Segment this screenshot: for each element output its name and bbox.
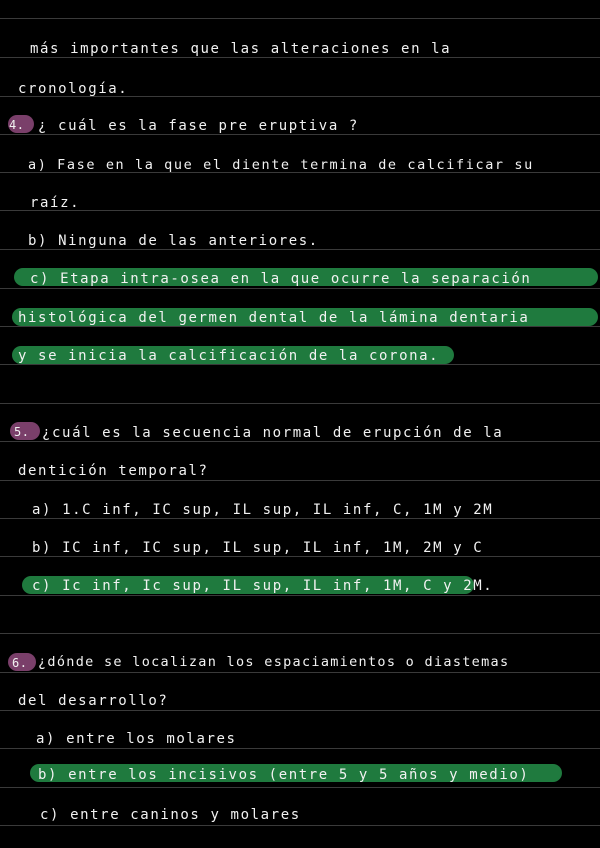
answer-text: b) entre los incisivos (entre 5 y 5 años y medio): [38, 767, 530, 783]
ruled-line: [0, 710, 600, 711]
answer-text: histológica del germen dental de la lámina dentaria: [18, 310, 530, 326]
intro-line: cronología.: [18, 81, 129, 97]
answer-text: y se inicia la calcificación de la corona.: [18, 348, 440, 364]
question-text: ¿cuál es la secuencia normal de erupción de la: [42, 425, 504, 441]
ruled-line: [0, 787, 600, 788]
ruled-line: [0, 595, 600, 596]
option-text: raíz.: [30, 195, 81, 211]
option-text: b) Ninguna de las anteriores.: [28, 233, 319, 249]
answer-text: c) Ic inf, Ic sup, IL sup, IL inf, 1M, C y 2M.: [32, 578, 494, 594]
ruled-line: [0, 480, 600, 481]
intro-line: más importantes que las alteraciones en la: [30, 41, 452, 57]
ruled-line: [0, 633, 600, 634]
question-text: del desarrollo?: [18, 693, 169, 709]
question-text: ¿dónde se localizan los espaciamientos o diastemas: [38, 654, 510, 670]
ruled-line: [0, 748, 600, 749]
question-number: 6.: [12, 656, 28, 670]
option-text: a) Fase en la que el diente termina de calcificar su: [28, 157, 534, 173]
answer-text: c) Etapa intra-osea en la que ocurre la separación: [30, 271, 532, 287]
ruled-line: [0, 672, 600, 673]
question-number: 4.: [9, 118, 25, 132]
ruled-line: [0, 825, 600, 826]
ruled-line: [0, 288, 600, 289]
question-text: dentición temporal?: [18, 463, 209, 479]
ruled-line: [0, 403, 600, 404]
ruled-line: [0, 18, 600, 19]
question-text: ¿ cuál es la fase pre eruptiva ?: [38, 118, 359, 134]
option-text: a) entre los molares: [36, 731, 237, 747]
ruled-line: [0, 210, 600, 211]
option-text: c) entre caninos y molares: [40, 807, 301, 823]
option-text: a) 1.C inf, IC sup, IL sup, IL inf, C, 1M y 2M: [32, 502, 494, 518]
option-text: b) IC inf, IC sup, IL sup, IL inf, 1M, 2M y C: [32, 540, 484, 556]
question-number: 5.: [14, 425, 30, 439]
